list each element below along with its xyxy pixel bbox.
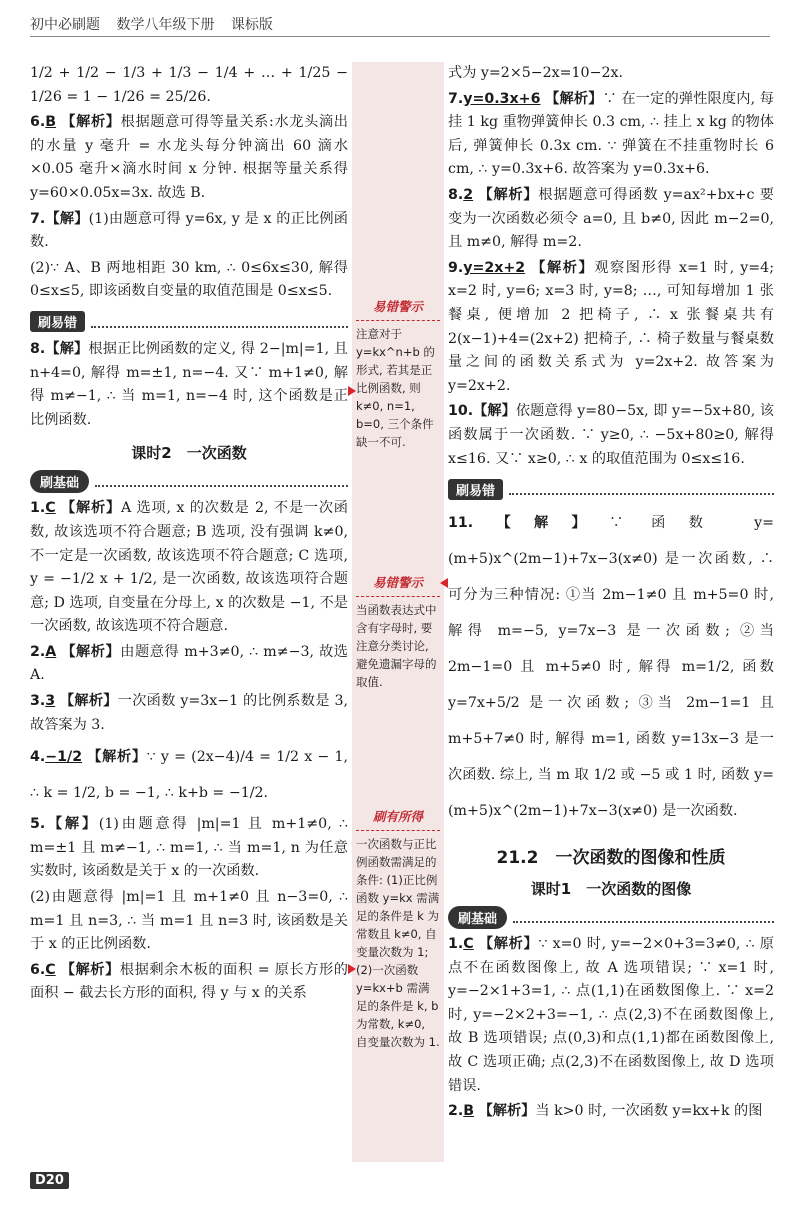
right-q10: 10.【解】依题意得 y=80−5x, 即 y=−5x+80, 该函数属于一次函数. ∵ y≥0, ∴ −5x+80≥0, 解得 x≤16. 又∵ x≥0, ∴ x 的取值范围为 0≤x≤16.: [448, 403, 774, 467]
section-dots: [509, 483, 774, 495]
right-q11: 11.【解】∵ 函数 y=(m+5)x^(2m−1)+7x−3(x≠0) 是一次函数, ∴ 可分为三种情况: ①当 2m−1≠0 且 m+5=0 时, 解得 m=−5, y=7x−3 是一次函数; ②当 2m−1=0 且 m+5≠0 时, 解得 m=1/2, 函数 y=7x+5/2 是一次函数; ③当 2m−1=1 且 m+5+7≠0 时, 解得 m=1, 函数 y=13x−3 是一次函数. 综上, 当 m 取 1/2 或 −5 或 1 时, 函数 y=(m+5)x^(2m−1)+7x−3(x≠0) 是一次函数.: [448, 515, 774, 820]
left-q7-part2: (2)∵ A、B 两地相距 30 km, ∴ 0≤6x≤30, 解得 0≤x≤5, 即该函数自变量的取值范围是 0≤x≤5.: [30, 259, 348, 300]
header-title: [30, 14, 273, 34]
pointer-arrow-icon: [348, 386, 356, 396]
right-column: [448, 62, 774, 1126]
header-rule: [30, 36, 770, 37]
section-dots: [95, 475, 348, 487]
header-subject: 数学八年级下册: [116, 17, 215, 33]
side-box-summary: [356, 808, 440, 1051]
side-box-title: 易错警示: [372, 299, 423, 314]
side-box-text: 一次函数与正比例函数需满足的条件: (1)正比例函数 y=kx 需满足的条件是 k 为常数且 k≠0, 自变量次数为 1; (2)一次函数 y=kx+b 需满足的条件是 k, b 为常数, k≠0, 自变量次数为 1.: [356, 830, 440, 1051]
side-box-title: 刷有所得: [372, 809, 423, 824]
header-series: 初中必刷题: [30, 17, 100, 33]
lesson-title: 课时1 一次函数的图像: [530, 880, 692, 899]
side-box-warning-1: [356, 298, 440, 451]
side-column: [352, 62, 444, 1162]
side-box-text: 当函数表达式中含有字母时, 要注意分类讨论, 避免遗漏字母的取值.: [356, 596, 440, 691]
right-q8: 8.2 【解析】根据题意可得函数 y=ax²+bx+c 要变为一次函数必须令 a=0, 且 b≠0, 因此 m−2=0, 且 m≠0, 解得 m=2.: [448, 186, 774, 251]
left-q7: 7.【解】(1)由题意可得 y=6x, y 是 x 的正比例函数.: [30, 210, 348, 251]
page-header: [30, 8, 770, 54]
section-easy-error: [30, 310, 348, 334]
lesson-title: 课时2 一次函数: [131, 444, 247, 463]
right-q2: 2.B 【解析】当 k>0 时, 一次函数 y=kx+k 的图: [448, 1103, 763, 1120]
section-badge: 刷易错: [30, 311, 85, 332]
left-q6b: 6.C 【解析】根据剩余木板的面积 = 原长方形的面积 − 截去长方形的面积, 得 y 与 x 的关系: [30, 961, 348, 1002]
left-q5: 5.【解】(1)由题意得 |m|=1 且 m+1≠0, ∴ m=±1 且 m≠−1, ∴ m=1, ∴ 当 m=1, n 为任意实数时, 该函数是关于 x 的一次函数.: [30, 816, 348, 880]
right-q1: 1.C 【解析】∵ x=0 时, y=−2×0+3=3≠0, ∴ 原点不在函数图像上, 故 A 选项错误; ∵ x=1 时, y=−2×1+3=1, ∴ 点(1,1)在函数图像上. ∵ x=2 时, y=−2×2+3=−1, ∴ 点(2,3)不在函数图像上, 故 B 选项错误; 点(0,3)和点(1,1)都在函数图像上, 故 C 选项正确; 点(2,3)不在函数图像上, 故 D 选项错误.: [448, 936, 774, 1094]
left-q6: 6.B 【解析】根据题意可得等量关系:水龙头滴出的水量 y 毫升 = 水龙头每分钟滴出 60 滴水×0.05 毫升×滴水时间 x 分钟. 根据等量关系得 y=60×0.05x=3x. 故选 B.: [30, 114, 348, 201]
left-column: [30, 62, 348, 1008]
left-q5-part2: (2)由题意得 |m|=1 且 m+1≠0 且 n−3=0, ∴ m=1 且 n=3, ∴ 当 m=1 且 n=3 时, 该函数是关于 x 的正比例函数.: [30, 889, 348, 953]
header-edition: 课标版: [230, 17, 273, 33]
left-q2: 2.A 【解析】由题意得 m+3≠0, ∴ m≠−3, 故选 A.: [30, 643, 348, 684]
section-badge: 刷基础: [448, 906, 507, 929]
page-number: D20: [30, 1172, 69, 1189]
pointer-arrow-icon: [348, 964, 356, 974]
section-easy-error: [448, 477, 774, 501]
left-q8: 8.【解】根据正比例函数的定义, 得 2−|m|=1, 且 n+4=0, 解得 m=±1, n=−4. 又∵ m+1≠0, 解得 m≠−1, ∴ 当 m=1, n=−4 时, 这个函数是正比例函数.: [30, 340, 348, 428]
section-basic: [448, 905, 774, 929]
section-badge: 刷易错: [448, 479, 503, 500]
chapter-title: 21.2 一次函数的图像和性质: [496, 848, 726, 869]
left-q1: 1.C 【解析】A 选项, x 的次数是 2, 不是一次函数, 故该选项不符合题意; B 选项, 没有强调 k≠0, 不一定是一次函数, 故该选项不符合题意; C 选项, y = −1/2 x + 1/2, 是一次函数, 故该选项符合题意; D 选项, 自变量在分母上, x 的次数是 −1, 不是一次函数, 故该选项不符合题意.: [30, 500, 348, 635]
side-box-warning-2: [356, 574, 440, 691]
side-box-title: 易错警示: [372, 575, 423, 590]
side-box-text: 注意对于 y=kx^n+b 的形式, 若其是正比例函数, 则 k≠0, n=1, b=0, 三个条件缺一不可.: [356, 320, 440, 451]
left-q3: 3.3 【解析】一次函数 y=3x−1 的比例系数是 3, 故答案为 3.: [30, 693, 348, 733]
pointer-arrow-icon: [440, 578, 448, 588]
section-badge: 刷基础: [30, 470, 89, 493]
section-dots: [91, 316, 348, 328]
right-q9: 9.y=2x+2 【解析】观察图形得 x=1 时, y=4; x=2 时, y=6; x=3 时, y=8; …, 可知每增加 1 张餐桌, 便增加 2 把椅子, ∴ x 张餐桌共有 2(x−1)+4=(2x+2) 把椅子, ∴ 椅子数量与餐桌数量之间的函数关系式为 y=2x+2. 故答案为 y=2x+2.: [448, 259, 774, 394]
section-basic: [30, 469, 348, 493]
right-q7: 7.y=0.3x+6 【解析】∵ 在一定的弹性限度内, 每挂 1 kg 重物弹簧伸长 0.3 cm, ∴ 挂上 x kg 的物体后, 弹簧伸长 0.3x cm. ∵ 弹簧在不挂重物时长 6 cm, ∴ y=0.3x+6. 故答案为 y=0.3x+6.: [448, 90, 774, 178]
left-q4: 4.−1/2 【解析】∵ y = (2x−4)/4 = 1/2 x − 1, ∴ k = 1/2, b = −1, ∴ k+b = −1/2.: [30, 749, 348, 802]
section-dots: [513, 911, 774, 923]
formula-top: 1/2 + 1/2 − 1/3 + 1/3 − 1/4 + … + 1/25 − 1/26 = 1 − 1/26 = 25/26.: [30, 65, 348, 105]
right-continued: 式为 y=2×5−2x=10−2x.: [448, 65, 624, 81]
